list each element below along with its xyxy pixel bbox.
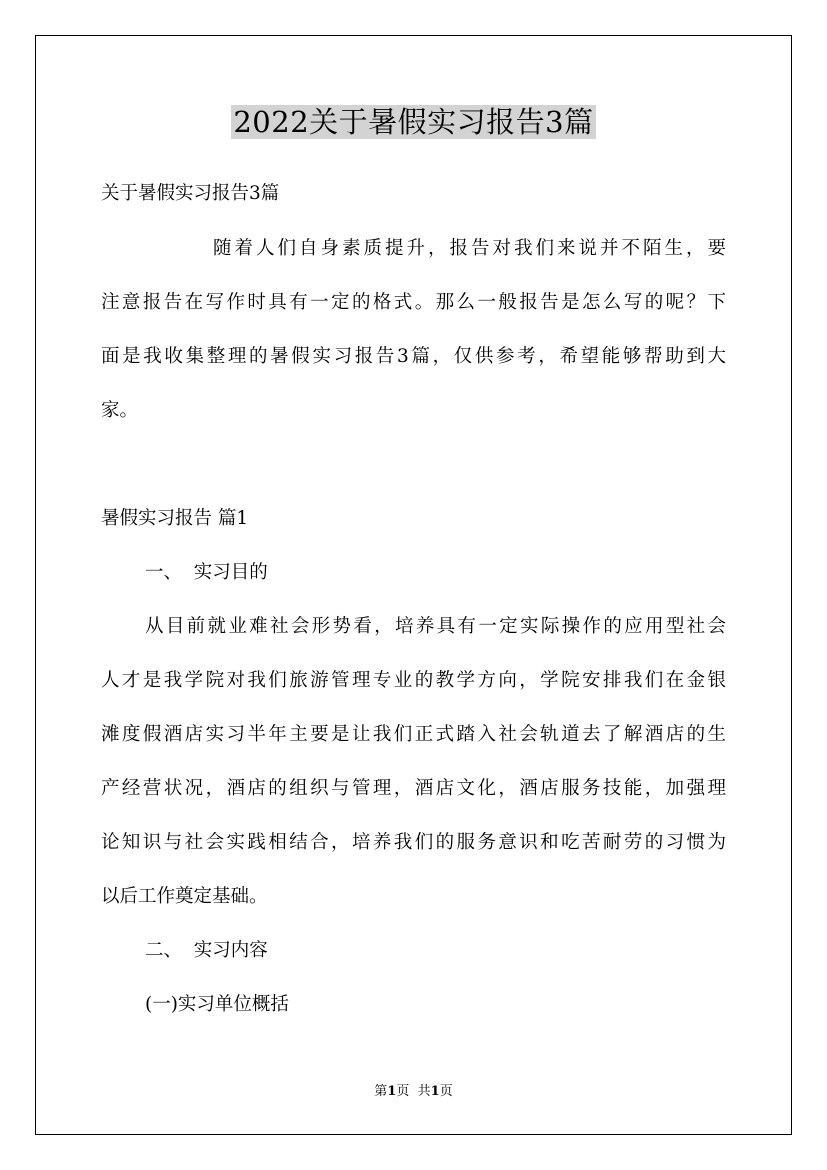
part1-line-4: 产经营状况，酒店的组织与管理，酒店文化，酒店服务技能，加强理 [101, 778, 726, 799]
intro-line-4: 家。 [101, 400, 139, 421]
document-title-text: 2022关于暑假实习报告3篇 [233, 105, 594, 139]
section-heading: 暑假实习报告 篇1 [101, 508, 249, 529]
footer-total-prefix: 共 [417, 1084, 431, 1099]
intro-line-2: 注意报告在写作时具有一定的格式。那么一般报告是怎么写的呢？下 [101, 292, 726, 313]
part1-line-1: 从目前就业难社会形势看，培养具有一定实际操作的应用型社会 [145, 616, 726, 637]
footer-page-suffix: 页 [396, 1084, 410, 1099]
intro-line-3: 面是我收集整理的暑假实习报告3篇，仅供参考，希望能够帮助到大 [101, 346, 726, 367]
footer-total-number: 1 [430, 1084, 440, 1099]
page-footer [0, 1083, 827, 1101]
part2-subheading: (一)实习单位概括 [145, 994, 289, 1015]
part2-heading: 二、 实习内容 [145, 940, 268, 961]
intro-line-1: 随着人们自身素质提升，报告对我们来说并不陌生，要 [213, 238, 726, 259]
document-title [0, 102, 827, 142]
part1-line-3: 滩度假酒店实习半年主要是让我们正式踏入社会轨道去了解酒店的生 [101, 724, 726, 745]
part1-line-6: 以后工作奠定基础。 [101, 886, 268, 907]
footer-page-number: 1 [387, 1084, 397, 1099]
subtitle: 关于暑假实习报告3篇 [101, 183, 280, 204]
footer-page-prefix: 第 [374, 1084, 388, 1099]
part1-line-2: 人才是我学院对我们旅游管理专业的教学方向，学院安排我们在金银 [101, 670, 726, 691]
part1-line-5: 论知识与社会实践相结合，培养我们的服务意识和吃苦耐劳的习惯为 [101, 832, 726, 853]
part1-heading: 一、 实习目的 [145, 562, 268, 583]
footer-total-suffix: 页 [439, 1084, 453, 1099]
